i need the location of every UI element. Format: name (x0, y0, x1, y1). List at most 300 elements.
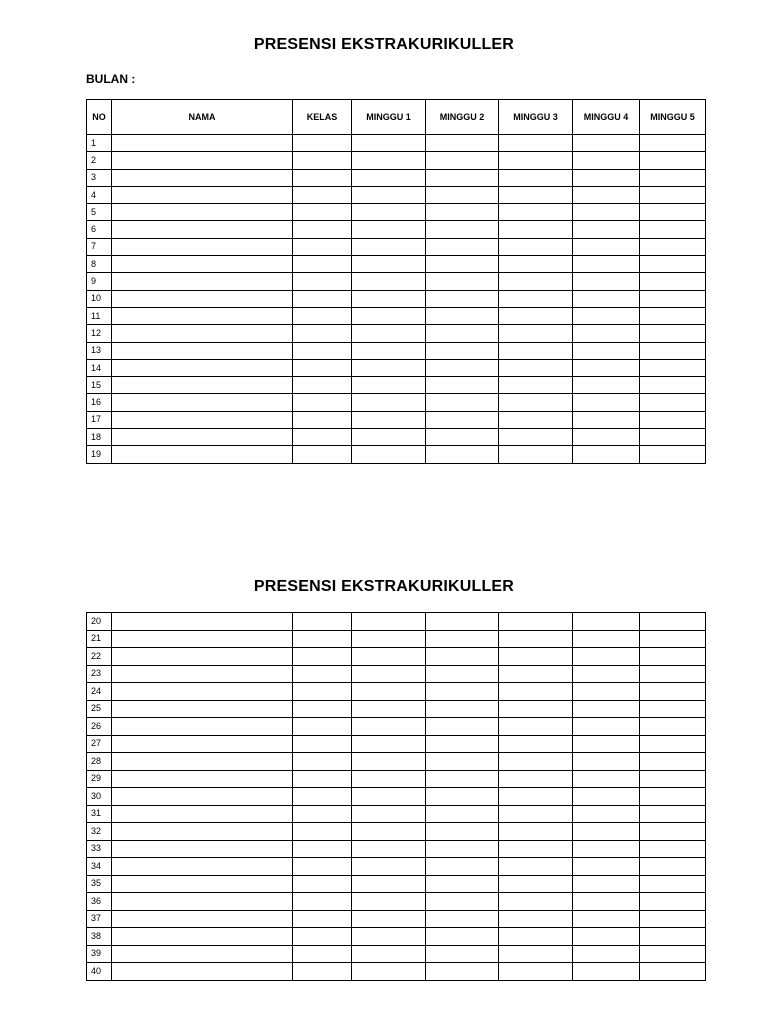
minggu-3-cell[interactable] (499, 256, 573, 273)
minggu-5-cell[interactable] (640, 152, 706, 169)
minggu-5-cell[interactable] (640, 135, 706, 152)
minggu-4-cell[interactable] (573, 359, 640, 376)
kelas-cell[interactable] (293, 630, 352, 648)
minggu-4-cell[interactable] (573, 169, 640, 186)
minggu-5-cell[interactable] (640, 648, 706, 666)
nama-cell[interactable] (112, 186, 293, 203)
kelas-cell[interactable] (293, 446, 352, 463)
minggu-1-cell[interactable] (352, 394, 426, 411)
minggu-1-cell[interactable] (352, 753, 426, 771)
kelas-cell[interactable] (293, 186, 352, 203)
minggu-4-cell[interactable] (573, 307, 640, 324)
minggu-1-cell[interactable] (352, 290, 426, 307)
minggu-1-cell[interactable] (352, 135, 426, 152)
minggu-5-cell[interactable] (640, 928, 706, 946)
nama-cell[interactable] (112, 429, 293, 446)
table-row (87, 169, 706, 186)
minggu-4-cell[interactable] (573, 613, 640, 631)
minggu-4-cell[interactable] (573, 630, 640, 648)
minggu-3-cell[interactable] (499, 135, 573, 152)
minggu-4-cell[interactable] (573, 945, 640, 963)
minggu-3-cell[interactable] (499, 683, 573, 701)
minggu-4-cell[interactable] (573, 342, 640, 359)
minggu-3-cell[interactable] (499, 429, 573, 446)
kelas-cell[interactable] (293, 613, 352, 631)
minggu-5-cell[interactable] (640, 823, 706, 841)
minggu-2-cell[interactable] (426, 411, 499, 428)
minggu-2-cell[interactable] (426, 325, 499, 342)
minggu-4-cell[interactable] (573, 770, 640, 788)
kelas-cell[interactable] (293, 770, 352, 788)
nama-cell[interactable] (112, 700, 293, 718)
minggu-3-cell[interactable] (499, 718, 573, 736)
minggu-5-cell[interactable] (640, 411, 706, 428)
minggu-3-cell[interactable] (499, 204, 573, 221)
minggu-5-cell[interactable] (640, 788, 706, 806)
nama-cell[interactable] (112, 875, 293, 893)
minggu-2-cell[interactable] (426, 928, 499, 946)
minggu-1-cell[interactable] (352, 963, 426, 981)
minggu-4-cell[interactable] (573, 735, 640, 753)
nama-cell[interactable] (112, 307, 293, 324)
kelas-cell[interactable] (293, 256, 352, 273)
table-row (87, 273, 706, 290)
kelas-cell[interactable] (293, 875, 352, 893)
minggu-2-cell[interactable] (426, 290, 499, 307)
minggu-1-cell[interactable] (352, 238, 426, 255)
minggu-5-cell[interactable] (640, 805, 706, 823)
minggu-3-cell[interactable] (499, 446, 573, 463)
minggu-1-cell[interactable] (352, 377, 426, 394)
kelas-cell[interactable] (293, 753, 352, 771)
minggu-3-cell[interactable] (499, 770, 573, 788)
nama-cell[interactable] (112, 840, 293, 858)
nama-cell[interactable] (112, 910, 293, 928)
minggu-5-cell[interactable] (640, 630, 706, 648)
minggu-3-cell[interactable] (499, 169, 573, 186)
nama-cell[interactable] (112, 823, 293, 841)
kelas-cell[interactable] (293, 377, 352, 394)
minggu-4-cell[interactable] (573, 446, 640, 463)
minggu-4-cell[interactable] (573, 221, 640, 238)
minggu-4-cell[interactable] (573, 135, 640, 152)
minggu-5-cell[interactable] (640, 377, 706, 394)
row-number: 22 (87, 648, 112, 666)
minggu-2-cell[interactable] (426, 963, 499, 981)
minggu-3-cell[interactable] (499, 700, 573, 718)
minggu-2-cell[interactable] (426, 718, 499, 736)
kelas-cell[interactable] (293, 273, 352, 290)
minggu-3-cell[interactable] (499, 273, 573, 290)
minggu-4-cell[interactable] (573, 823, 640, 841)
minggu-4-cell[interactable] (573, 805, 640, 823)
kelas-cell[interactable] (293, 665, 352, 683)
minggu-4-cell[interactable] (573, 893, 640, 911)
minggu-4-cell[interactable] (573, 788, 640, 806)
minggu-5-cell[interactable] (640, 770, 706, 788)
table-row (87, 307, 706, 324)
minggu-2-cell[interactable] (426, 875, 499, 893)
minggu-1-cell[interactable] (352, 893, 426, 911)
minggu-3-cell[interactable] (499, 893, 573, 911)
kelas-cell[interactable] (293, 858, 352, 876)
minggu-4-cell[interactable] (573, 238, 640, 255)
minggu-2-cell[interactable] (426, 683, 499, 701)
minggu-2-cell[interactable] (426, 893, 499, 911)
table-row (87, 613, 706, 631)
minggu-1-cell[interactable] (352, 152, 426, 169)
minggu-1-cell[interactable] (352, 718, 426, 736)
minggu-2-cell[interactable] (426, 648, 499, 666)
minggu-2-cell[interactable] (426, 823, 499, 841)
minggu-2-cell[interactable] (426, 805, 499, 823)
minggu-2-cell[interactable] (426, 429, 499, 446)
minggu-1-cell[interactable] (352, 613, 426, 631)
kelas-cell[interactable] (293, 169, 352, 186)
kelas-cell[interactable] (293, 342, 352, 359)
table-row (87, 411, 706, 428)
kelas-cell[interactable] (293, 221, 352, 238)
minggu-1-cell[interactable] (352, 342, 426, 359)
minggu-5-cell[interactable] (640, 893, 706, 911)
minggu-5-cell[interactable] (640, 718, 706, 736)
minggu-4-cell[interactable] (573, 700, 640, 718)
minggu-1-cell[interactable] (352, 928, 426, 946)
kelas-cell[interactable] (293, 325, 352, 342)
minggu-3-cell[interactable] (499, 665, 573, 683)
nama-cell[interactable] (112, 718, 293, 736)
minggu-2-cell[interactable] (426, 945, 499, 963)
minggu-4-cell[interactable] (573, 840, 640, 858)
nama-cell[interactable] (112, 256, 293, 273)
nama-cell[interactable] (112, 377, 293, 394)
minggu-3-cell[interactable] (499, 325, 573, 342)
kelas-cell[interactable] (293, 805, 352, 823)
minggu-3-cell[interactable] (499, 613, 573, 631)
minggu-4-cell[interactable] (573, 648, 640, 666)
minggu-5-cell[interactable] (640, 169, 706, 186)
kelas-cell[interactable] (293, 910, 352, 928)
kelas-cell[interactable] (293, 429, 352, 446)
kelas-cell[interactable] (293, 135, 352, 152)
kelas-cell[interactable] (293, 204, 352, 221)
nama-cell[interactable] (112, 394, 293, 411)
kelas-cell[interactable] (293, 238, 352, 255)
minggu-3-cell[interactable] (499, 630, 573, 648)
minggu-3-cell[interactable] (499, 307, 573, 324)
minggu-2-cell[interactable] (426, 394, 499, 411)
minggu-1-cell[interactable] (352, 204, 426, 221)
minggu-3-cell[interactable] (499, 823, 573, 841)
minggu-4-cell[interactable] (573, 875, 640, 893)
nama-cell[interactable] (112, 753, 293, 771)
minggu-1-cell[interactable] (352, 945, 426, 963)
minggu-1-cell[interactable] (352, 770, 426, 788)
nama-cell[interactable] (112, 945, 293, 963)
minggu-3-cell[interactable] (499, 290, 573, 307)
minggu-3-cell[interactable] (499, 152, 573, 169)
minggu-2-cell[interactable] (426, 359, 499, 376)
minggu-3-cell[interactable] (499, 910, 573, 928)
minggu-3-cell[interactable] (499, 753, 573, 771)
minggu-3-cell[interactable] (499, 805, 573, 823)
minggu-1-cell[interactable] (352, 307, 426, 324)
minggu-3-cell[interactable] (499, 788, 573, 806)
kelas-cell[interactable] (293, 648, 352, 666)
kelas-cell[interactable] (293, 290, 352, 307)
minggu-2-cell[interactable] (426, 735, 499, 753)
minggu-4-cell[interactable] (573, 963, 640, 981)
minggu-2-cell[interactable] (426, 446, 499, 463)
minggu-2-cell[interactable] (426, 700, 499, 718)
minggu-4-cell[interactable] (573, 718, 640, 736)
nama-cell[interactable] (112, 963, 293, 981)
minggu-3-cell[interactable] (499, 186, 573, 203)
minggu-5-cell[interactable] (640, 204, 706, 221)
minggu-5-cell[interactable] (640, 875, 706, 893)
minggu-1-cell[interactable] (352, 359, 426, 376)
page-title-repeat: PRESENSI EKSTRAKURIKULLER (253, 578, 515, 595)
minggu-2-cell[interactable] (426, 238, 499, 255)
nama-cell[interactable] (112, 152, 293, 169)
kelas-cell[interactable] (293, 700, 352, 718)
minggu-5-cell[interactable] (640, 735, 706, 753)
minggu-4-cell[interactable] (573, 152, 640, 169)
minggu-2-cell[interactable] (426, 665, 499, 683)
minggu-1-cell[interactable] (352, 186, 426, 203)
nama-cell[interactable] (112, 648, 293, 666)
minggu-4-cell[interactable] (573, 186, 640, 203)
kelas-cell[interactable] (293, 394, 352, 411)
minggu-4-cell[interactable] (573, 204, 640, 221)
table-row (87, 683, 706, 701)
nama-cell[interactable] (112, 238, 293, 255)
minggu-2-cell[interactable] (426, 910, 499, 928)
minggu-1-cell[interactable] (352, 429, 426, 446)
nama-cell[interactable] (112, 359, 293, 376)
minggu-1-cell[interactable] (352, 221, 426, 238)
minggu-5-cell[interactable] (640, 342, 706, 359)
minggu-5-cell[interactable] (640, 446, 706, 463)
minggu-2-cell[interactable] (426, 613, 499, 631)
kelas-cell[interactable] (293, 359, 352, 376)
minggu-3-cell[interactable] (499, 221, 573, 238)
minggu-2-cell[interactable] (426, 770, 499, 788)
nama-cell[interactable] (112, 290, 293, 307)
minggu-2-cell[interactable] (426, 186, 499, 203)
minggu-5-cell[interactable] (640, 665, 706, 683)
minggu-1-cell[interactable] (352, 630, 426, 648)
minggu-1-cell[interactable] (352, 735, 426, 753)
minggu-3-cell[interactable] (499, 411, 573, 428)
minggu-5-cell[interactable] (640, 325, 706, 342)
table-row (87, 665, 706, 683)
row-number: 26 (87, 718, 112, 736)
minggu-4-cell[interactable] (573, 753, 640, 771)
minggu-4-cell[interactable] (573, 910, 640, 928)
minggu-5-cell[interactable] (640, 290, 706, 307)
minggu-4-cell[interactable] (573, 928, 640, 946)
minggu-4-cell[interactable] (573, 394, 640, 411)
minggu-2-cell[interactable] (426, 788, 499, 806)
minggu-3-cell[interactable] (499, 735, 573, 753)
nama-cell[interactable] (112, 273, 293, 290)
kelas-cell[interactable] (293, 823, 352, 841)
minggu-4-cell[interactable] (573, 858, 640, 876)
nama-cell[interactable] (112, 858, 293, 876)
minggu-1-cell[interactable] (352, 169, 426, 186)
minggu-5-cell[interactable] (640, 238, 706, 255)
minggu-4-cell[interactable] (573, 683, 640, 701)
minggu-1-cell[interactable] (352, 648, 426, 666)
table-row (87, 377, 706, 394)
minggu-4-cell[interactable] (573, 377, 640, 394)
minggu-5-cell[interactable] (640, 613, 706, 631)
kelas-cell[interactable] (293, 928, 352, 946)
nama-cell[interactable] (112, 928, 293, 946)
nama-cell[interactable] (112, 169, 293, 186)
minggu-2-cell[interactable] (426, 135, 499, 152)
kelas-cell[interactable] (293, 307, 352, 324)
minggu-5-cell[interactable] (640, 840, 706, 858)
minggu-4-cell[interactable] (573, 429, 640, 446)
minggu-3-cell[interactable] (499, 945, 573, 963)
minggu-1-cell[interactable] (352, 683, 426, 701)
nama-cell[interactable] (112, 325, 293, 342)
nama-cell[interactable] (112, 893, 293, 911)
minggu-1-cell[interactable] (352, 256, 426, 273)
kelas-cell[interactable] (293, 840, 352, 858)
nama-cell[interactable] (112, 411, 293, 428)
minggu-5-cell[interactable] (640, 307, 706, 324)
minggu-2-cell[interactable] (426, 342, 499, 359)
minggu-3-cell[interactable] (499, 928, 573, 946)
minggu-5-cell[interactable] (640, 429, 706, 446)
kelas-cell[interactable] (293, 945, 352, 963)
kelas-cell[interactable] (293, 411, 352, 428)
minggu-1-cell[interactable] (352, 823, 426, 841)
minggu-4-cell[interactable] (573, 273, 640, 290)
minggu-3-cell[interactable] (499, 875, 573, 893)
minggu-5-cell[interactable] (640, 945, 706, 963)
nama-cell[interactable] (112, 683, 293, 701)
minggu-5-cell[interactable] (640, 273, 706, 290)
nama-cell[interactable] (112, 204, 293, 221)
minggu-2-cell[interactable] (426, 840, 499, 858)
minggu-2-cell[interactable] (426, 307, 499, 324)
minggu-3-cell[interactable] (499, 648, 573, 666)
minggu-3-cell[interactable] (499, 359, 573, 376)
minggu-5-cell[interactable] (640, 221, 706, 238)
minggu-2-cell[interactable] (426, 169, 499, 186)
nama-cell[interactable] (112, 805, 293, 823)
minggu-1-cell[interactable] (352, 910, 426, 928)
minggu-4-cell[interactable] (573, 411, 640, 428)
nama-cell[interactable] (112, 770, 293, 788)
nama-cell[interactable] (112, 221, 293, 238)
minggu-4-cell[interactable] (573, 665, 640, 683)
minggu-5-cell[interactable] (640, 186, 706, 203)
table-row (87, 204, 706, 221)
nama-cell[interactable] (112, 665, 293, 683)
table-row (87, 910, 706, 928)
minggu-4-cell[interactable] (573, 290, 640, 307)
minggu-3-cell[interactable] (499, 394, 573, 411)
kelas-cell[interactable] (293, 735, 352, 753)
minggu-5-cell[interactable] (640, 359, 706, 376)
minggu-1-cell[interactable] (352, 840, 426, 858)
row-number: 9 (87, 273, 112, 290)
minggu-2-cell[interactable] (426, 256, 499, 273)
kelas-cell[interactable] (293, 893, 352, 911)
nama-cell[interactable] (112, 446, 293, 463)
minggu-4-cell[interactable] (573, 325, 640, 342)
kelas-cell[interactable] (293, 788, 352, 806)
kelas-cell[interactable] (293, 718, 352, 736)
minggu-2-cell[interactable] (426, 753, 499, 771)
minggu-2-cell[interactable] (426, 204, 499, 221)
minggu-5-cell[interactable] (640, 753, 706, 771)
nama-cell[interactable] (112, 788, 293, 806)
minggu-1-cell[interactable] (352, 273, 426, 290)
minggu-1-cell[interactable] (352, 700, 426, 718)
minggu-2-cell[interactable] (426, 630, 499, 648)
kelas-cell[interactable] (293, 963, 352, 981)
minggu-2-cell[interactable] (426, 273, 499, 290)
minggu-5-cell[interactable] (640, 910, 706, 928)
minggu-5-cell[interactable] (640, 963, 706, 981)
minggu-2-cell[interactable] (426, 152, 499, 169)
kelas-cell[interactable] (293, 683, 352, 701)
minggu-1-cell[interactable] (352, 446, 426, 463)
minggu-1-cell[interactable] (352, 858, 426, 876)
minggu-3-cell[interactable] (499, 963, 573, 981)
minggu-3-cell[interactable] (499, 377, 573, 394)
minggu-3-cell[interactable] (499, 858, 573, 876)
minggu-5-cell[interactable] (640, 394, 706, 411)
minggu-3-cell[interactable] (499, 342, 573, 359)
minggu-2-cell[interactable] (426, 221, 499, 238)
row-number: 32 (87, 823, 112, 841)
row-number: 34 (87, 858, 112, 876)
minggu-2-cell[interactable] (426, 377, 499, 394)
minggu-3-cell[interactable] (499, 238, 573, 255)
nama-cell[interactable] (112, 342, 293, 359)
nama-cell[interactable] (112, 735, 293, 753)
minggu-1-cell[interactable] (352, 805, 426, 823)
minggu-1-cell[interactable] (352, 875, 426, 893)
minggu-1-cell[interactable] (352, 788, 426, 806)
table-row (87, 359, 706, 376)
nama-cell[interactable] (112, 613, 293, 631)
row-number: 6 (87, 221, 112, 238)
nama-cell[interactable] (112, 630, 293, 648)
kelas-cell[interactable] (293, 152, 352, 169)
nama-cell[interactable] (112, 135, 293, 152)
minggu-5-cell[interactable] (640, 256, 706, 273)
minggu-5-cell[interactable] (640, 683, 706, 701)
minggu-3-cell[interactable] (499, 840, 573, 858)
minggu-1-cell[interactable] (352, 665, 426, 683)
minggu-1-cell[interactable] (352, 325, 426, 342)
minggu-2-cell[interactable] (426, 858, 499, 876)
minggu-4-cell[interactable] (573, 256, 640, 273)
minggu-5-cell[interactable] (640, 858, 706, 876)
minggu-5-cell[interactable] (640, 700, 706, 718)
minggu-1-cell[interactable] (352, 411, 426, 428)
row-number: 24 (87, 683, 112, 701)
row-number: 19 (87, 446, 112, 463)
